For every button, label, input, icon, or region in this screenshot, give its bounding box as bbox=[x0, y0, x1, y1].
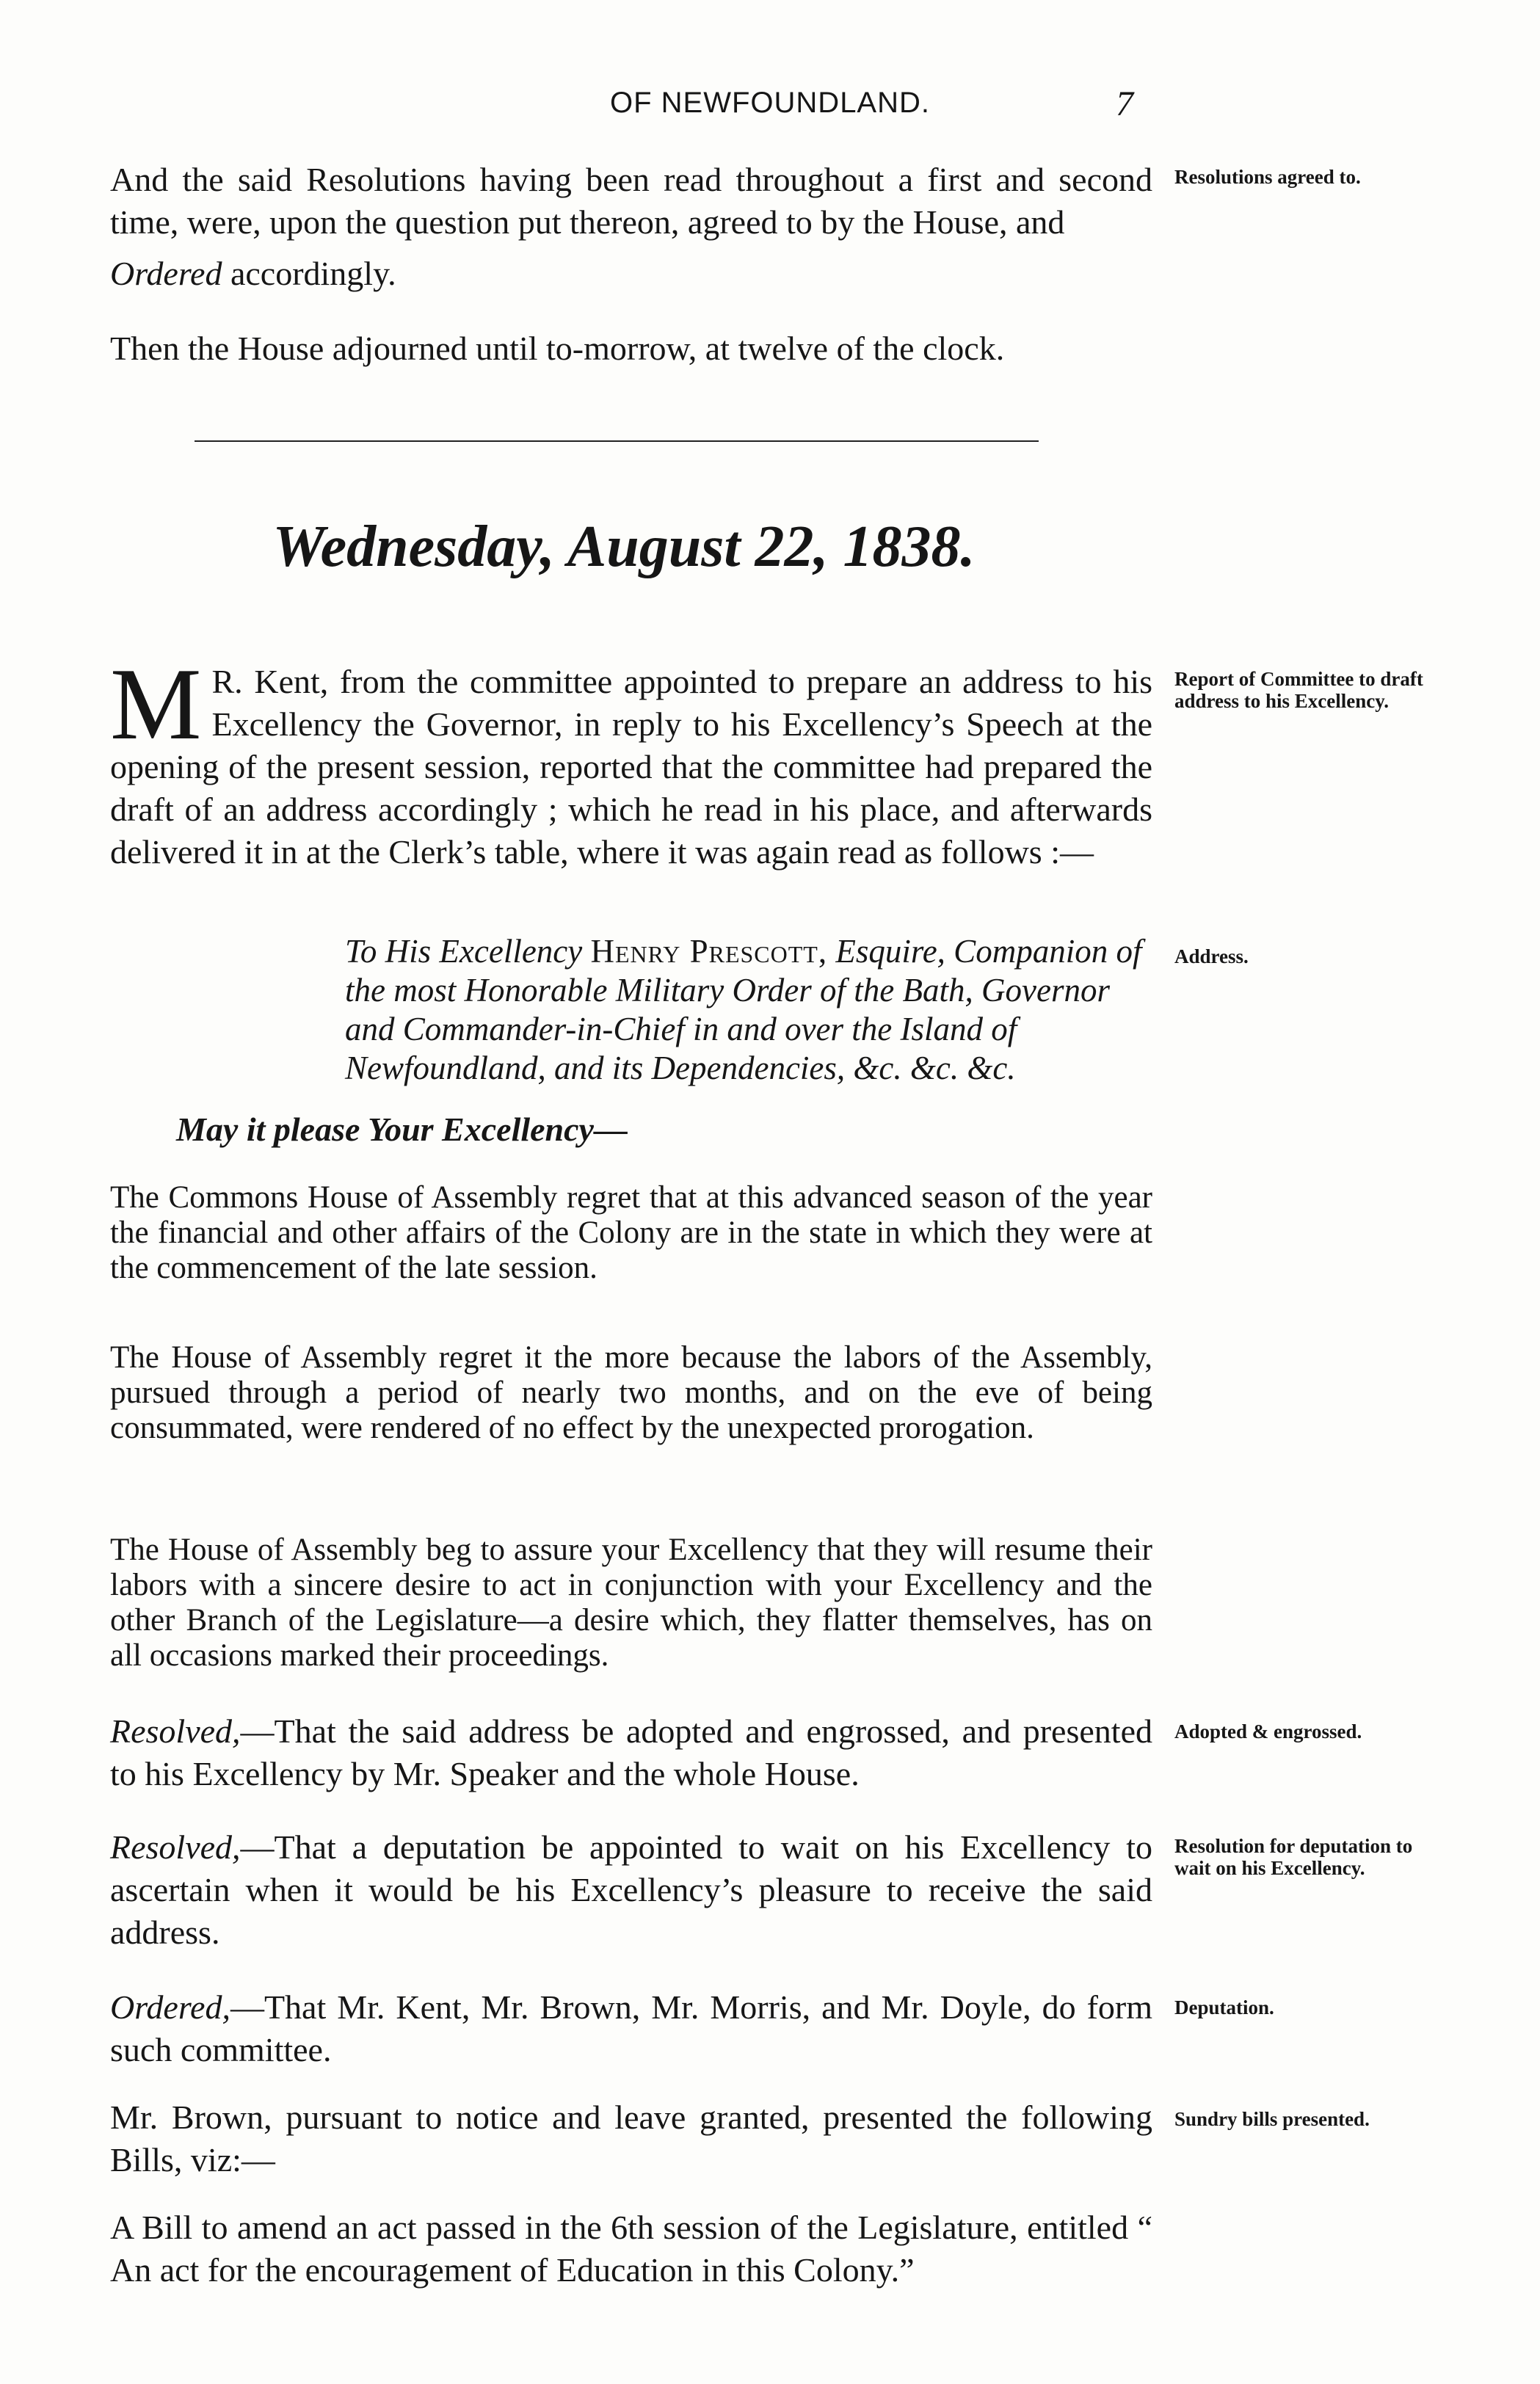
paragraph-resolved-1 bbox=[110, 1710, 1152, 1795]
address-name: Henry Prescott, bbox=[590, 933, 828, 970]
resolved-1-text bbox=[110, 1710, 1152, 1795]
paragraph-report bbox=[110, 647, 1152, 873]
ordered-committee-text bbox=[110, 1986, 1152, 2071]
address-paragraph-2 bbox=[110, 1340, 1152, 1446]
salutation: May it please Your Excellency— bbox=[176, 1111, 628, 1148]
ordered-label: Ordered bbox=[110, 255, 222, 292]
address-block bbox=[345, 932, 1152, 1088]
paragraph-resolved-2 bbox=[110, 1826, 1152, 1954]
resolved-2-body: —That a deputation be appointed to wait on his Excellency to ascertain when it would be his Excellency’s pleasure to receive the said address. bbox=[110, 1828, 1152, 1951]
adjourned-text: Then the House adjourned until to-morrow, at twelve of the clock. bbox=[110, 330, 1005, 367]
address-paragraph-1 bbox=[110, 1180, 1152, 1286]
paragraph-bill-education bbox=[110, 2206, 1152, 2292]
paragraph-ordered bbox=[110, 1986, 1152, 2071]
margin-note-resolutions-agreed: Resolutions agreed to. bbox=[1174, 166, 1361, 188]
bill-education-text: A Bill to amend an act passed in the 6th session of the Legislature, entitled “ An act for the encouragement of Education in this Colony.” bbox=[110, 2209, 1152, 2289]
resolved-1-body: —That the said address be adopted and engrossed, and presented to his Excellency by Mr. Speaker and the whole House. bbox=[110, 1712, 1152, 1792]
address-text-2: The House of Assembly regret it the more because the labors of the Assembly, pursued through a period of nearly two months, and on the eve of being consummated, were rendered of no effect by the unexpected prorogation. bbox=[110, 1340, 1152, 1445]
running-head: OF NEWFOUNDLAND. bbox=[610, 87, 930, 119]
address-to: To His Excellency bbox=[345, 933, 583, 970]
section-divider bbox=[195, 440, 1039, 442]
bills-text: Mr. Brown, pursuant to notice and leave granted, presented the following Bills, viz:— bbox=[110, 2098, 1152, 2178]
resolutions-text: And the said Resolutions having been read throughout a first and second time, were, upon the question put thereon, agreed to by the House, and bbox=[110, 161, 1152, 241]
ordered-rest: accordingly. bbox=[222, 255, 396, 292]
address-rest: Esquire, Companion of the most Honorable Military Order of the Bath, Governor and Commander-in-Chief in and over the Island of Newfoundland, and its Dependencies, &c. &c. &c. bbox=[345, 933, 1142, 1086]
ordered-line bbox=[110, 252, 1152, 295]
resolved-2-text bbox=[110, 1826, 1152, 1954]
paragraph-adjourned bbox=[110, 327, 1152, 370]
page-header bbox=[0, 84, 1540, 131]
margin-note-address: Address. bbox=[1174, 945, 1249, 967]
address-text-3: The House of Assembly beg to assure your Excellency that they will resume their labors with a sincere desire to act in conjunction with your Excellency and the other Branch of the Legislature—a desire which, they flatter themselves, has on all occasions marked their proceedings. bbox=[110, 1533, 1152, 1673]
margin-note-deputation: Deputation. bbox=[1174, 1996, 1274, 2018]
paragraph-bills bbox=[110, 2096, 1152, 2181]
address-paragraph-3 bbox=[110, 1533, 1152, 1673]
resolved-2-label: Resolved, bbox=[110, 1828, 241, 1866]
report-paragraph bbox=[110, 647, 1152, 873]
resolved-1-label: Resolved, bbox=[110, 1712, 241, 1750]
drop-cap: M bbox=[110, 647, 202, 761]
ordered-committee-body: —That Mr. Kent, Mr. Brown, Mr. Morris, and Mr. Doyle, do form such committee. bbox=[110, 1988, 1152, 2068]
ordered-committee-label: Ordered, bbox=[110, 1988, 230, 2026]
margin-note-sundry-bills: Sundry bills presented. bbox=[1174, 2108, 1370, 2130]
paragraph-resolutions-read bbox=[110, 159, 1152, 295]
address-text-1: The Commons House of Assembly regret that at this advanced season of the year the financial and other affairs of the Colony are in the state in which they were at the commencement of the late session. bbox=[110, 1180, 1152, 1285]
page-number: 7 bbox=[1116, 84, 1133, 123]
margin-note-report-committee: Report of Committee to draft address to his Excellency. bbox=[1174, 668, 1423, 712]
margin-note-adopted: Adopted & engrossed. bbox=[1174, 1720, 1362, 1742]
margin-note-resolution-deputation: Resolution for deputation to wait on his Excellency. bbox=[1174, 1835, 1413, 1879]
report-text: R. Kent, from the committee appointed to prepare an address to his Excellency the Governor, in reply to his Excellency’s Speech at the opening of the present session, reported that the committee had prepared the draft of an address accordingly ; which he read in his place, and afterwards delivered it in at the Clerk’s table, where it was again read as follows :— bbox=[110, 663, 1152, 871]
date-heading: Wednesday, August 22, 1838. bbox=[272, 515, 976, 579]
